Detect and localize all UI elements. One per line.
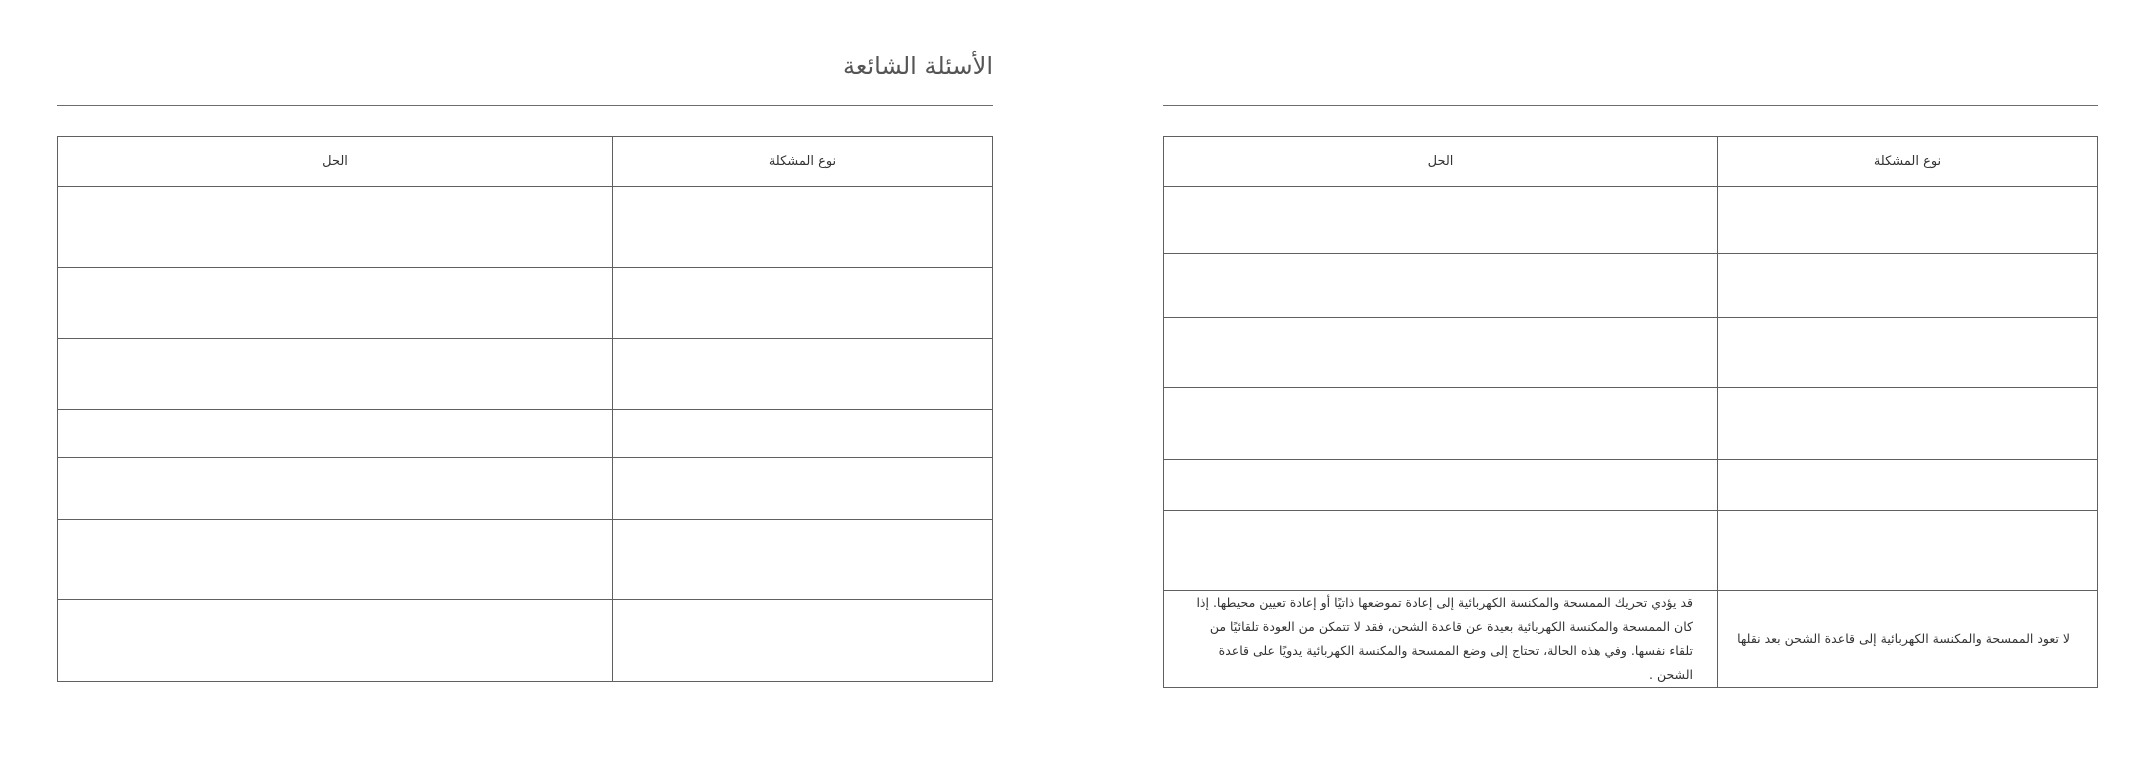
table-header-row — [1164, 137, 2098, 187]
table-row — [58, 339, 993, 410]
faq-table-left — [57, 136, 993, 682]
table-row — [58, 600, 993, 682]
solution-cell — [1164, 460, 1718, 511]
solution-cell: قد يؤدي تحريك الممسحة والمكنسة الكهربائية إلى إعادة تموضعها ذاتيًا أو إعادة تعيين محيطها. إذا كان الممسحة والمكنسة الكهربائية بعيدة عن قاعدة الشحن، فقد لا تتمكن من العودة تلقائيًا من تلقاء نفسها. وفي هذه الحالة، تحتاج إلى وضع الممسحة والمكنسة الكهربائية يدويًا على قاعدة الشحن . — [1164, 591, 1718, 688]
issue-cell — [613, 600, 993, 682]
table-row — [1164, 187, 2098, 254]
table-row — [1164, 318, 2098, 388]
solution-cell — [1164, 388, 1718, 460]
solution-cell — [58, 600, 613, 682]
solution-cell — [58, 458, 613, 520]
issue-cell — [613, 458, 993, 520]
issue-cell — [1718, 254, 2098, 318]
column-header-issue: نوع المشكلة — [1718, 137, 2098, 187]
table-row — [1164, 388, 2098, 460]
right-page-header — [1163, 0, 2098, 106]
issue-cell — [1718, 460, 2098, 511]
solution-cell — [1164, 187, 1718, 254]
table-row — [58, 410, 993, 458]
issue-cell — [1718, 388, 2098, 460]
issue-cell — [613, 187, 993, 268]
issue-cell — [613, 268, 993, 339]
column-header-solution: الحل — [58, 137, 613, 187]
issue-cell — [613, 339, 993, 410]
issue-cell — [613, 410, 993, 458]
table-row — [58, 520, 993, 600]
solution-cell — [58, 187, 613, 268]
left-page — [57, 0, 993, 765]
table-row — [1164, 591, 2098, 688]
issue-cell — [1718, 511, 2098, 591]
table-row — [1164, 511, 2098, 591]
table-row — [58, 458, 993, 520]
table-header-row — [58, 137, 993, 187]
solution-cell — [1164, 254, 1718, 318]
solution-cell — [1164, 318, 1718, 388]
faq-table-right — [1163, 136, 2098, 688]
issue-cell — [1718, 318, 2098, 388]
issue-cell: لا تعود الممسحة والمكنسة الكهربائية إلى قاعدة الشحن بعد نقلها — [1718, 591, 2098, 688]
page-title: الأسئلة الشائعة — [843, 52, 993, 80]
issue-cell — [1718, 187, 2098, 254]
left-page-header — [57, 0, 993, 106]
right-page — [1163, 0, 2098, 765]
solution-cell — [1164, 511, 1718, 591]
column-header-solution: الحل — [1164, 137, 1718, 187]
table-row — [58, 268, 993, 339]
solution-cell — [58, 520, 613, 600]
solution-cell — [58, 410, 613, 458]
issue-cell — [613, 520, 993, 600]
table-row — [1164, 460, 2098, 511]
table-row — [58, 187, 993, 268]
column-header-issue: نوع المشكلة — [613, 137, 993, 187]
solution-cell — [58, 268, 613, 339]
solution-cell — [58, 339, 613, 410]
table-row — [1164, 254, 2098, 318]
